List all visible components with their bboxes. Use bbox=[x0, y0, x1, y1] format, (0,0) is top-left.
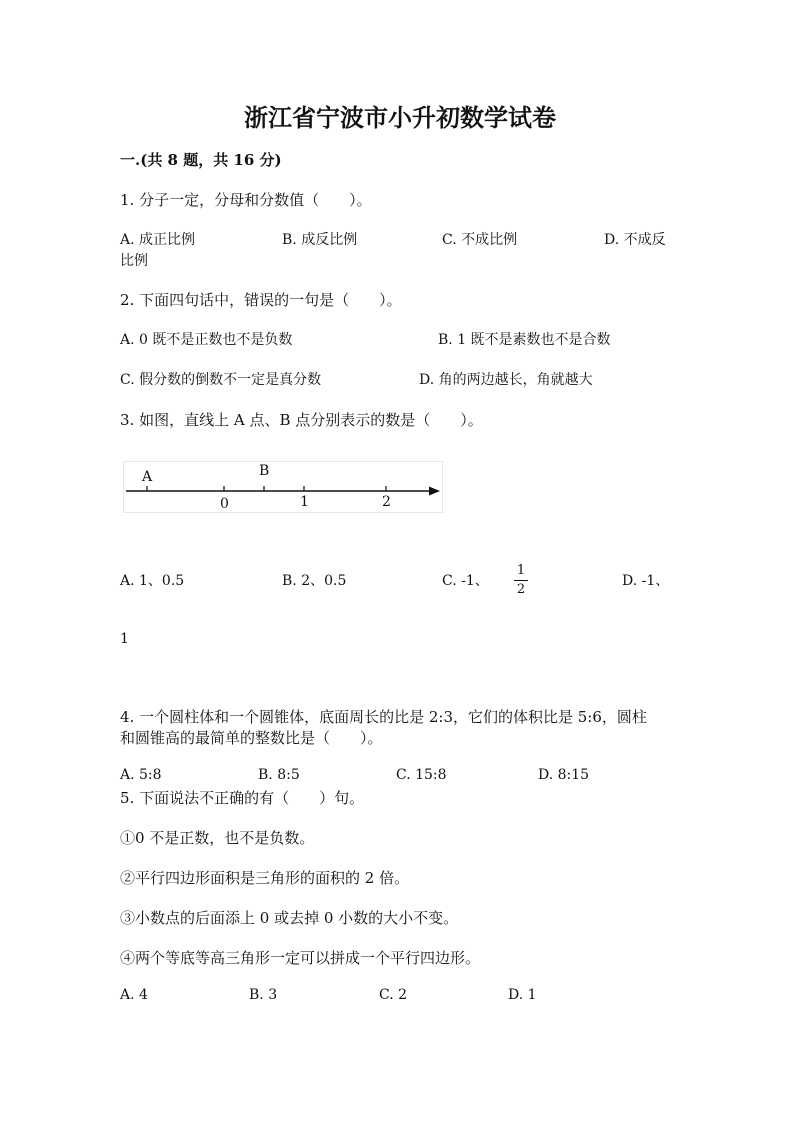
q1-option-a: A. 成正比例 bbox=[120, 232, 196, 248]
question-4-text-line1: 4. 一个圆柱体和一个圆锥体，底面周长的比是 2:3，它们的体积比是 5:6，圆柱 bbox=[120, 708, 647, 726]
section-header: 一.(共 8 题，共 16 分) bbox=[120, 151, 282, 169]
q2-option-d: D. 角的两边越长，角就越大 bbox=[419, 372, 593, 388]
question-1-text: 1. 分子一定，分母和分数值（ ）。 bbox=[120, 191, 372, 209]
q4-option-d: D. 8:15 bbox=[538, 767, 590, 783]
label-one: 1 bbox=[300, 494, 309, 510]
q4-option-b: B. 8:5 bbox=[258, 767, 300, 783]
question-3-text: 3. 如图，直线上 A 点、B 点分别表示的数是（ ）。 bbox=[120, 411, 483, 429]
q3-option-d-wrap: 1 bbox=[120, 631, 129, 647]
q5-option-a: A. 4 bbox=[120, 987, 148, 1003]
q1-option-d: D. 不成反 bbox=[604, 232, 666, 248]
q1-option-c: C. 不成比例 bbox=[442, 232, 518, 248]
question-4-text-line2: 和圆锥高的最简单的整数比是（ ）。 bbox=[120, 729, 383, 747]
q3-option-a: A. 1、0.5 bbox=[120, 573, 185, 589]
fraction-numerator: 1 bbox=[516, 563, 526, 578]
q2-option-a: A. 0 既不是正数也不是负数 bbox=[120, 332, 293, 348]
q1-option-d-wrap: 比例 bbox=[120, 253, 148, 269]
q2-option-c: C. 假分数的倒数不一定是真分数 bbox=[120, 372, 322, 388]
q3-option-c: C. -1、 bbox=[442, 573, 489, 589]
question-2-text: 2. 下面四句话中，错误的一句是（ ）。 bbox=[120, 291, 402, 309]
q5-statement-3: ③小数点的后面添上 0 或去掉 0 小数的大小不变。 bbox=[120, 909, 459, 927]
q1-option-b: B. 成反比例 bbox=[282, 232, 358, 248]
q4-option-c: C. 15:8 bbox=[396, 767, 447, 783]
q5-option-b: B. 3 bbox=[249, 987, 278, 1003]
fraction-one-half bbox=[514, 564, 528, 596]
q3-option-d: D. -1、 bbox=[622, 573, 670, 589]
q2-option-b: B. 1 既不是素数也不是合数 bbox=[438, 332, 611, 348]
q4-option-a: A. 5:8 bbox=[120, 767, 162, 783]
label-two: 2 bbox=[382, 494, 391, 510]
q3-option-b: B. 2、0.5 bbox=[282, 573, 347, 589]
label-point-a: A bbox=[142, 469, 153, 485]
question-5-text: 5. 下面说法不正确的有（ ）句。 bbox=[120, 789, 365, 807]
q5-statement-2: ②平行四边形面积是三角形的面积的 2 倍。 bbox=[120, 869, 410, 887]
label-point-b: B bbox=[259, 463, 270, 479]
label-zero: 0 bbox=[220, 496, 229, 512]
arrow-head-icon bbox=[429, 487, 440, 496]
fraction-denominator: 2 bbox=[516, 582, 526, 597]
q5-option-c: C. 2 bbox=[379, 987, 408, 1003]
q5-statement-1: ①0 不是正数，也不是负数。 bbox=[120, 829, 315, 847]
number-line-diagram bbox=[123, 461, 443, 513]
q5-statement-4: ④两个等底等高三角形一定可以拼成一个平行四边形。 bbox=[120, 949, 481, 967]
q5-option-d: D. 1 bbox=[508, 987, 537, 1003]
exam-title: 浙江省宁波市小升初数学试卷 bbox=[244, 103, 556, 132]
